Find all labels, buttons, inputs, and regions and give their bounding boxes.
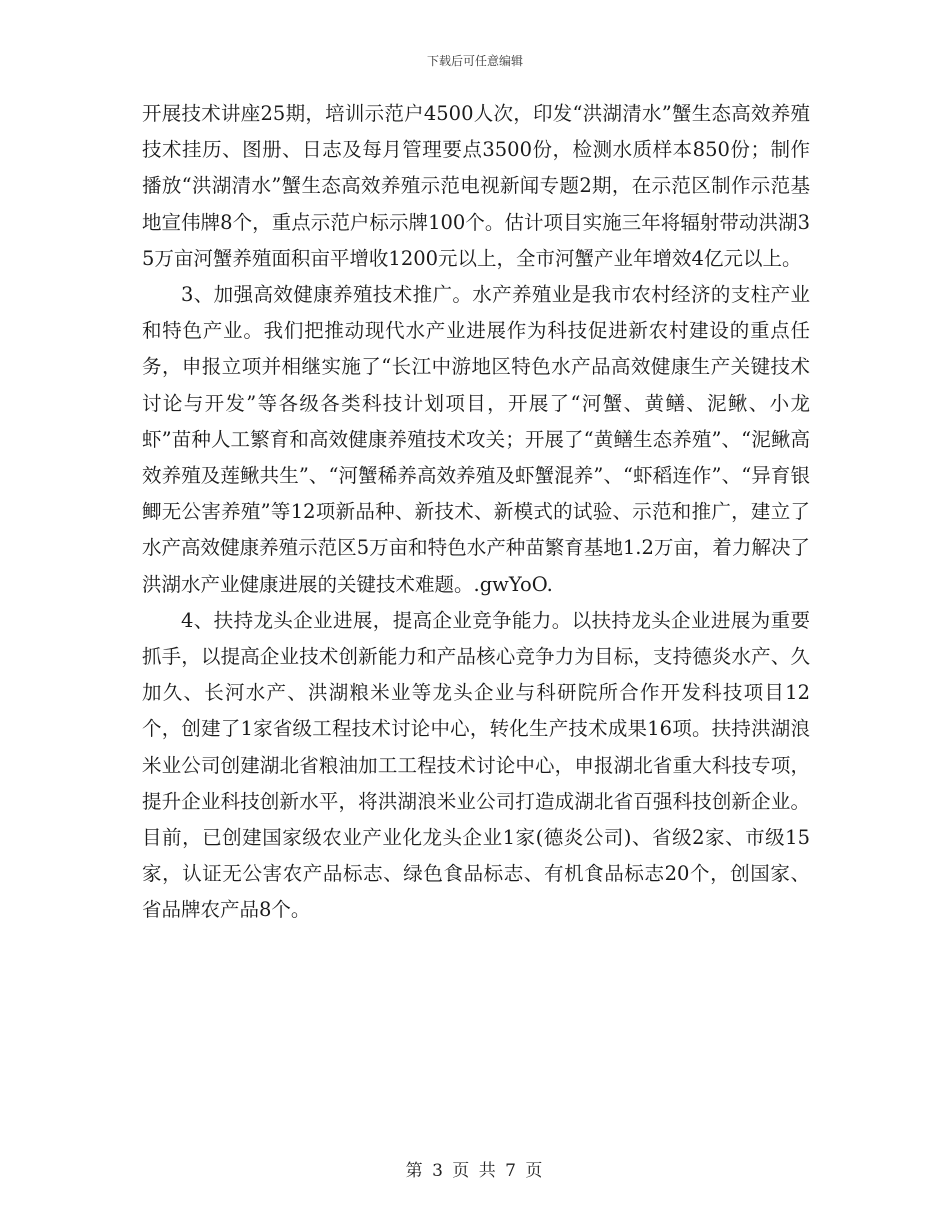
paragraph-continuation: 开展技术讲座25期，培训示范户4500人次，印发“洪湖清水”蟹生态高效养殖技术挂历、图册、日志及每月管理要点3500份，检测水质样本850份；制作播放“洪湖清水”蟹生态高效养殖示范电视新闻专题2期，在示范区制作示范基地宣伟牌8个，重点示范户标示牌100个。估计项目实施三年将辐射带动洪湖35万亩河蟹养殖面积亩平增收1200元以上，全市河蟹产业年增效4亿元以上。 (142, 102, 810, 270)
document-body (142, 96, 810, 929)
paragraph-item-4: 4、扶持龙头企业进展，提高企业竞争能力。以扶持龙头企业进展为重要抓手，以提高企业技术创新能力和产品核心竞争力为目标，支持德炎水产、久加久、长河水产、洪湖粮米业等龙头企业与科研院所合作开发科技项目12个，创建了1家省级工程技术讨论中心，转化生产技术成果16项。扶持洪湖浪米业公司创建湖北省粮油加工工程技术讨论中心，申报湖北省重大科技专项，提升企业科技创新水平，将洪湖浪米业公司打造成湖北省百强科技创新企业。目前，已创建国家级农业产业化龙头企业1家(德炎公司)、省级2家、市级15家，认证无公害农产品标志、绿色食品标志、有机食品标志20个，创国家、省品牌农产品8个。 (142, 608, 810, 922)
page-header: 下载后可任意编辑 (426, 54, 523, 68)
paragraph-item-3: 3、加强高效健康养殖技术推广。水产养殖业是我市农村经济的支柱产业和特色产业。我们把推动现代水产业进展作为科技促进新农村建设的重点任务，申报立项并相继实施了“长江中游地区特色水产品高效健康生产关键技术讨论与开发”等各级各类科技计划项目，开展了“河蟹、黄鳝、泥鳅、小龙虾”苗种人工繁育和高效健康养殖技术攻关；开展了“黄鳝生态养殖”、“泥鳅高效养殖及莲鳅共生”、“河蟹稀养高效养殖及虾蟹混养”、“虾稻连作”、“异育银鲫无公害养殖”等12项新品种、新技术、新模式的试验、示范和推广，建立了水产高效健康养殖示范区5万亩和特色水产种苗繁育基地1.2万亩，着力解决了洪湖水产业健康进展的关键技术难题。.gwYoO. (142, 283, 810, 596)
page-number: 第 3 页 共 7 页 (405, 1161, 545, 1181)
